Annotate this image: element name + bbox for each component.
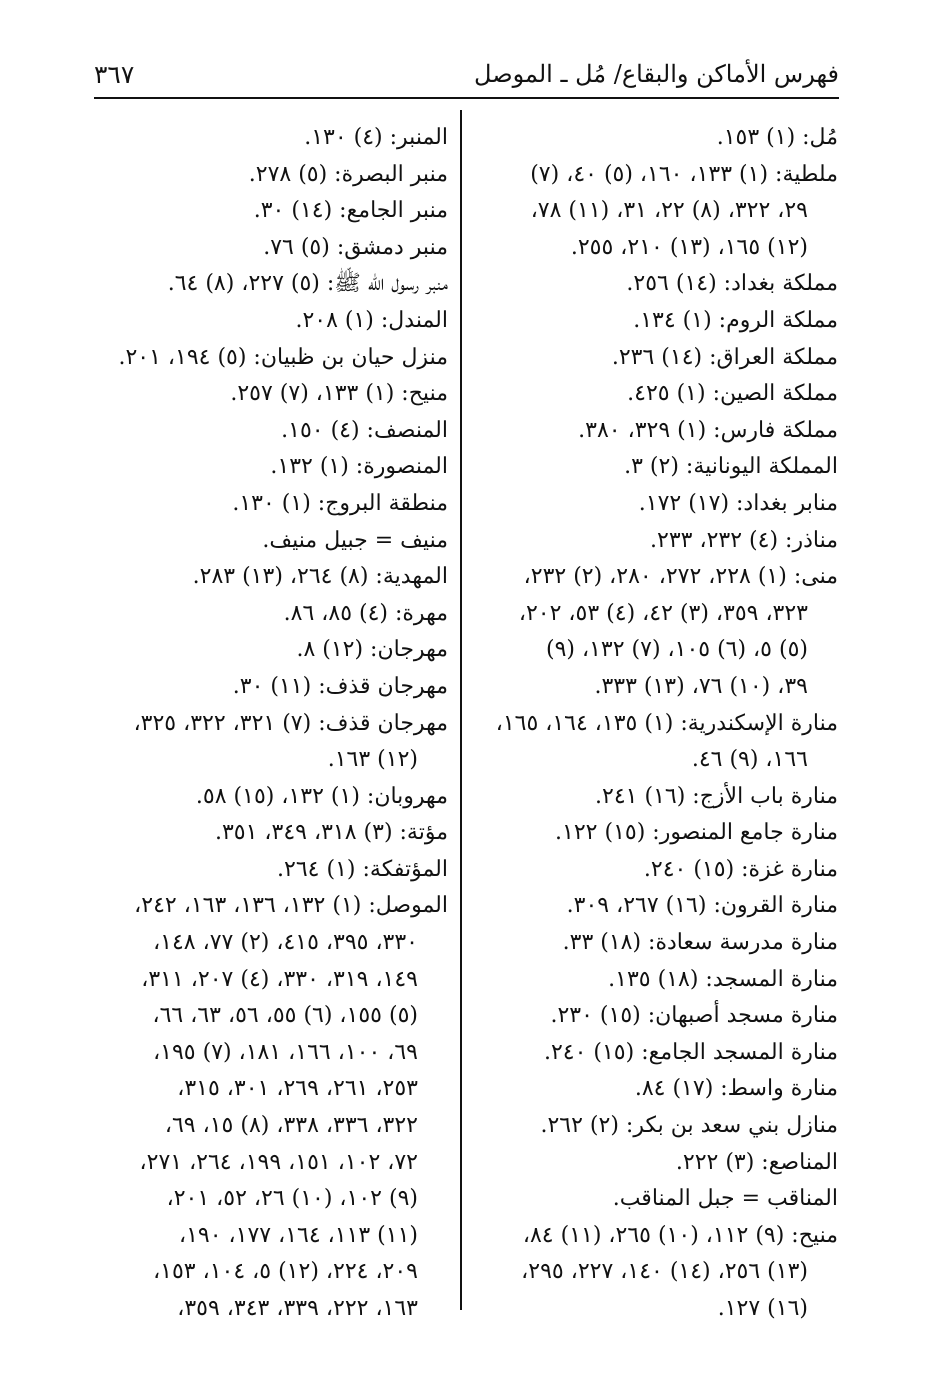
index-entry: مهرجان: (١٢) ٨.: [296, 637, 448, 663]
index-entry-continuation: ٣٢٢، ٣٣٦، ٣٣٨، (٨) ١٥، ٦٩،: [164, 1113, 418, 1139]
index-entry: منى: (١) ٢٢٨، ٢٧٢، ٢٨٠، (٢) ٢٣٢،: [523, 564, 838, 590]
index-entry-continuation: (١٢) ١٦٥، (١٣) ٢١٠، ٢٥٥.: [570, 234, 808, 260]
index-column-left: [88, 120, 448, 1328]
index-entry: المهدية: (٨) ٢٦٤، (١٣) ٢٨٣.: [192, 564, 448, 590]
index-entry-continuation: ٢٩، ٣٢٢، (٨) ٢٢، ٣١، (١١) ٧٨،: [530, 198, 808, 224]
index-entry: مهرجان قذف: (٧) ٣٢١، ٣٢٢، ٣٢٥،: [133, 710, 448, 736]
index-entry-continuation: (٩) ١٠٢، (١٠) ٢٦، ٥٢، ٢٠١،: [166, 1186, 418, 1212]
index-entry: منارة باب الأزج: (١٦) ٢٤١.: [595, 783, 838, 809]
index-entry: الموصل: (١) ١٣٢، ١٣٦، ١٦٣، ٢٤٢،: [134, 893, 448, 919]
index-entry: منارة الإسكندرية: (١) ١٣٥، ١٦٤، ١٦٥،: [495, 710, 838, 736]
index-entry: المنصورة: (١) ١٣٢.: [270, 454, 448, 480]
index-entry-continuation: (١٣) ٢٥٦، (١٤) ١٤٠، ٢٢٧، ٢٩٥،: [521, 1259, 808, 1285]
index-entry: مهرجان قذف: (١١) ٣٠.: [232, 673, 448, 699]
page-number: ٣٦٧: [94, 60, 135, 89]
index-entry: المملكة اليونانية: (٢) ٣.: [624, 454, 838, 480]
index-entry: منزل حيان بن ظبيان: (٥) ١٩٤، ٢٠١.: [118, 344, 448, 370]
index-entry: منارة مدرسة سعادة: (١٨) ٣٣.: [562, 930, 838, 956]
index-entry: مملكة بغداد: (١٤) ٢٥٦.: [626, 271, 838, 297]
index-entry-continuation: (١٦) ١٢٧.: [717, 1296, 808, 1321]
index-entry-continuation: ٣٩، (١٠) ٧٦، (١٣) ٣٣٣.: [594, 673, 808, 699]
index-entry-continuation: (٥) ١٥٥، (٦) ٥٥، ٥٦، ٦٣، ٦٦،: [152, 1003, 418, 1029]
index-entry: منيح: (٩) ١١٢، (١٠) ٢٦٥، (١١) ٨٤،: [522, 1222, 838, 1248]
index-entry: منارة مسجد أصبهان: (١٥) ٢٣٠.: [550, 1003, 838, 1029]
index-entry-continuation: (١١) ١١٣، ١٦٤، ١٧٧، ١٩٠،: [178, 1222, 418, 1248]
index-entry: المناقب = جبل المناقب.: [612, 1186, 838, 1212]
index-entry: المنبر: (٤) ١٣٠.: [304, 125, 448, 150]
index-entry: المناصع: (٣) ٢٢٢.: [675, 1149, 838, 1175]
index-entry: مُل: (١) ١٥٣.: [716, 125, 838, 150]
index-entry-continuation: ٢٠٩، ٢٢٤، (١٢) ٥، ١٠٤، ١٥٣،: [153, 1259, 418, 1285]
index-entry: منبر رسول الله ﷺ: (٥) ٢٢٧، (٨) ٦٤.: [167, 271, 448, 297]
index-entry-continuation: ١٦٣، ٢٢٢، ٣٣٩، ٣٤٣، ٣٥٩،: [177, 1296, 418, 1321]
index-entry-continuation: ٣٢٣، ٣٥٩، (٣) ٤٢، (٤) ٥٣، ٢٠٢،: [518, 600, 808, 626]
index-entry-continuation: ٦٩، ١٠٠، ١٦٦، ١٨١، (٧) ١٩٥،: [153, 1039, 418, 1065]
index-entry: مملكة الصين: (١) ٤٢٥.: [627, 381, 838, 407]
index-entry: منابر بغداد: (١٧) ١٧٢.: [638, 490, 838, 516]
index-entry: منطقة البروج: (١) ١٣٠.: [232, 490, 448, 516]
index-entry: ملطية: (١) ١٣٣، ١٦٠، (٥) ٤٠، (٧): [530, 161, 838, 187]
index-entry: منبر دمشق: (٥) ٧٦.: [263, 234, 448, 260]
index-entry: منازل بني سعد بن بكر: (٢) ٢٦٢.: [540, 1113, 838, 1139]
index-entry: منارة غزة: (١٥) ٢٤٠.: [643, 856, 838, 882]
index-entry: المنصف: (٤) ١٥٠.: [281, 417, 448, 443]
index-entry: منارة المسجد الجامع: (١٥) ٢٤٠.: [543, 1039, 838, 1065]
index-entry: منارة واسط: (١٧) ٨٤.: [634, 1076, 838, 1102]
index-entry: منيح: (١) ١٣٣، (٧) ٢٥٧.: [230, 381, 448, 407]
index-entry: مملكة الروم: (١) ١٣٤.: [633, 307, 838, 333]
index-entry: مهروبان: (١) ١٣٢، (١٥) ٥٨.: [195, 783, 448, 809]
index-entry-continuation: (٥) ٥، (٦) ١٠٥، (٧) ١٣٢، (٩): [545, 637, 808, 663]
index-entry: المندل: (١) ٢٠٨.: [295, 307, 448, 333]
index-entry: منارة المسجد: (١٨) ١٣٥.: [608, 966, 838, 992]
index-entry-continuation: ١٦٦، (٩) ٤٦.: [691, 747, 808, 773]
index-entry: منارة القرون: (١٦) ٢٦٧، ٣٠٩.: [566, 893, 838, 919]
index-entry-continuation: ٢٥٣، ٢٦١، ٢٦٩، ٣٠١، ٣١٥،: [177, 1076, 418, 1102]
index-entry-continuation: ٣٣٠، ٣٩٥، ٤١٥، (٢) ٧٧، ١٤٨،: [153, 930, 418, 956]
index-column-right: [478, 120, 838, 1328]
index-entry: المؤتفكة: (١) ٢٦٤.: [277, 856, 448, 882]
index-entry: مؤتة: (٣) ٣١٨، ٣٤٩، ٣٥١.: [214, 820, 448, 846]
index-entry: مهرة: (٤) ٨٥، ٨٦.: [283, 600, 448, 626]
index-entry: منبر الجامع: (١٤) ٣٠.: [253, 198, 448, 224]
index-entry: منبر البصرة: (٥) ٢٧٨.: [248, 161, 448, 187]
index-entry: مملكة فارس: (١) ٣٢٩، ٣٨٠.: [578, 417, 838, 443]
index-entry: مناذر: (٤) ٢٣٢، ٢٣٣.: [650, 527, 838, 553]
index-entry-continuation: (١٢) ١٦٣.: [327, 747, 418, 773]
index-entry: منيف = جبيل منيف.: [262, 527, 448, 553]
column-divider: [460, 110, 462, 1310]
header-rule: [94, 97, 839, 99]
index-entry: منارة جامع المنصور: (١٥) ١٢٢.: [555, 820, 838, 846]
index-entry-continuation: ٧٢، ١٠٢، ١٥١، ١٩٩، ٢٦٤، ٢٧١،: [139, 1149, 418, 1175]
index-entry: مملكة العراق: (١٤) ٢٣٦.: [611, 344, 838, 370]
page-header: [94, 60, 839, 96]
running-title: فهرس الأماكن والبقاع/ مُل ـ الموصل: [474, 60, 839, 88]
index-entry-continuation: ١٤٩، ٣١٩، ٣٣٠، (٤) ٢٠٧، ٣١١،: [141, 966, 418, 992]
